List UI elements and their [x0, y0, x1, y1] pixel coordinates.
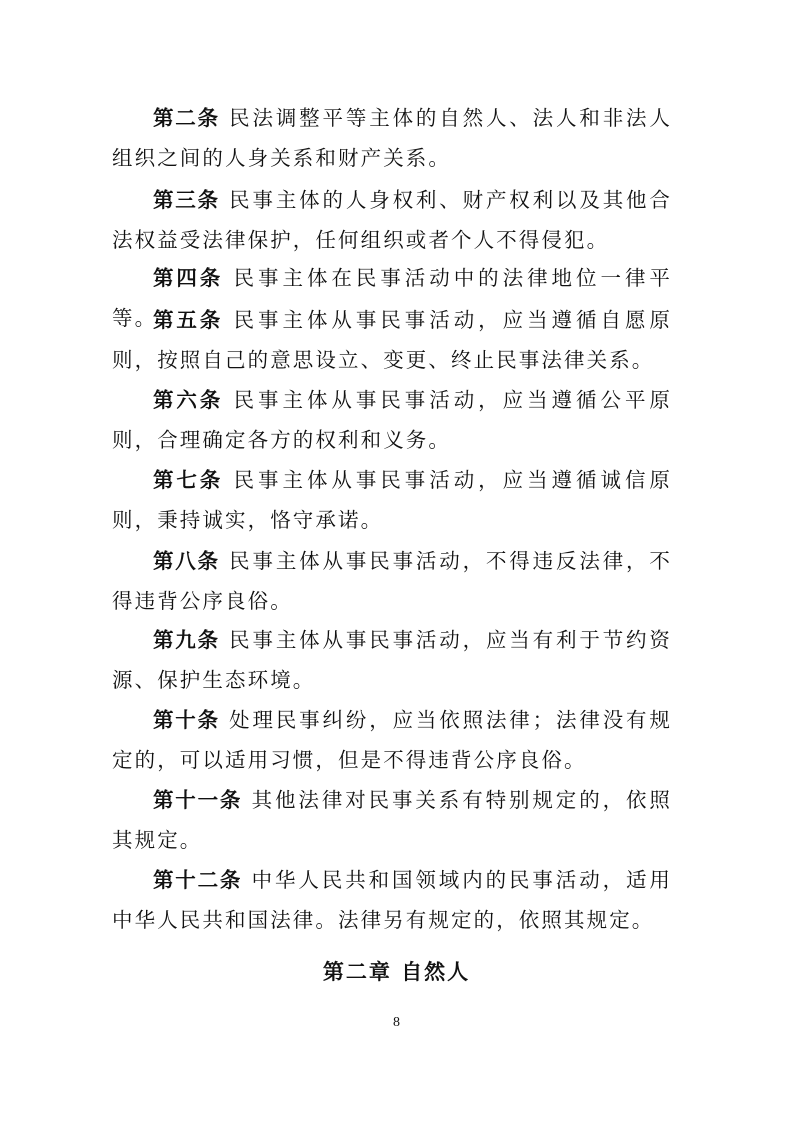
article-text: 处理民事纠纷，应当依照法律；法律没有规定的，可以适用习惯，但是不得违背公序良俗。 [112, 708, 672, 772]
article-text: 民事主体从事民事活动，应当遵循公平原则，合理确定各方的权利和义务。 [112, 388, 672, 452]
article-label: 第九条 [153, 628, 220, 652]
article-text: 民事主体从事民事活动，应当遵循自愿原则，按照自己的意思设立、变更、终止民事法律关系。 [112, 308, 672, 372]
article-text: 民事主体从事民事活动，应当遵循诚信原则，秉持诚实，恪守承诺。 [112, 468, 672, 532]
article-label: 第二条 [153, 106, 220, 130]
article-label: 第七条 [153, 468, 224, 492]
article-text: 民事主体从事民事活动，不得违反法律，不得违背公序良俗。 [112, 549, 672, 613]
article-12 [112, 860, 672, 940]
article-5 [112, 300, 672, 380]
article-3 [112, 180, 672, 260]
article-label: 第十条 [153, 708, 220, 732]
article-10 [112, 700, 672, 780]
article-label: 第三条 [153, 188, 220, 212]
article-9 [112, 620, 672, 700]
article-text: 中华人民共和国领域内的民事活动，适用中华人民共和国法律。法律另有规定的，依照其规定。 [112, 868, 672, 932]
article-label: 第四条 [153, 266, 224, 290]
article-text: 民法调整平等主体的自然人、法人和非法人组织之间的人身关系和财产关系。 [112, 106, 672, 170]
article-label: 第十一条 [153, 788, 243, 812]
article-7 [112, 460, 672, 540]
article-label: 第十二条 [153, 868, 243, 892]
chapter-heading: 第二章 自然人 [322, 960, 471, 984]
article-label: 第八条 [153, 549, 220, 573]
article-2 [112, 98, 672, 178]
article-6 [112, 380, 672, 460]
article-text: 其他法律对民事关系有特别规定的，依照其规定。 [112, 788, 672, 852]
article-8 [112, 541, 672, 621]
article-label: 第六条 [153, 388, 224, 412]
article-text: 民事主体从事民事活动，应当有利于节约资源、保护生态环境。 [112, 628, 672, 692]
article-11 [112, 780, 672, 860]
page-number: 8 [393, 1015, 400, 1030]
article-text: 民事主体在民事活动中的法律地位一律平等。 [112, 266, 672, 330]
article-label: 第五条 [153, 308, 224, 332]
article-text: 民事主体的人身权利、财产权利以及其他合法权益受法律保护，任何组织或者个人不得侵犯。 [112, 188, 672, 252]
